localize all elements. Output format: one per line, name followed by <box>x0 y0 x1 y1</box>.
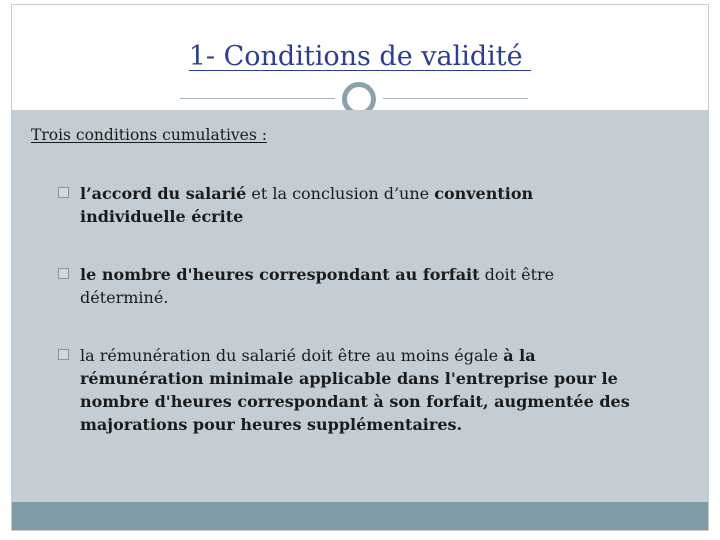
bullet-1-part-1: l’accord du salarié <box>80 184 247 203</box>
content-area <box>12 110 708 502</box>
footer-bar <box>12 502 708 530</box>
slide-title: 1- Conditions de validité <box>188 41 532 72</box>
square-bullet-icon <box>58 268 69 279</box>
bullet-item-2 <box>80 263 640 309</box>
bullet-2-part-1: le nombre d'heures correspondant au forfait <box>80 265 480 284</box>
square-bullet-icon <box>58 349 69 360</box>
square-bullet-icon <box>58 187 69 198</box>
bullet-item-1 <box>80 182 640 228</box>
intro-text: Trois conditions cumulatives : <box>31 126 267 144</box>
bullet-1-part-2: et la conclusion d’une <box>246 184 435 203</box>
bullet-3-part-2: à la rémunération minimale applicable dans l'entreprise pour le nombre d'heures correspondant à son forfait, augmentée des majorations pour heures supplémentaires. <box>80 346 630 434</box>
bullet-3-part-1: la rémunération du salarié doit être au moins égale <box>80 346 504 365</box>
bullet-2-part-2: doit être déterminé. <box>80 265 555 307</box>
bullet-item-3 <box>80 344 640 436</box>
bullet-1-part-3: convention individuelle écrite <box>80 184 534 226</box>
